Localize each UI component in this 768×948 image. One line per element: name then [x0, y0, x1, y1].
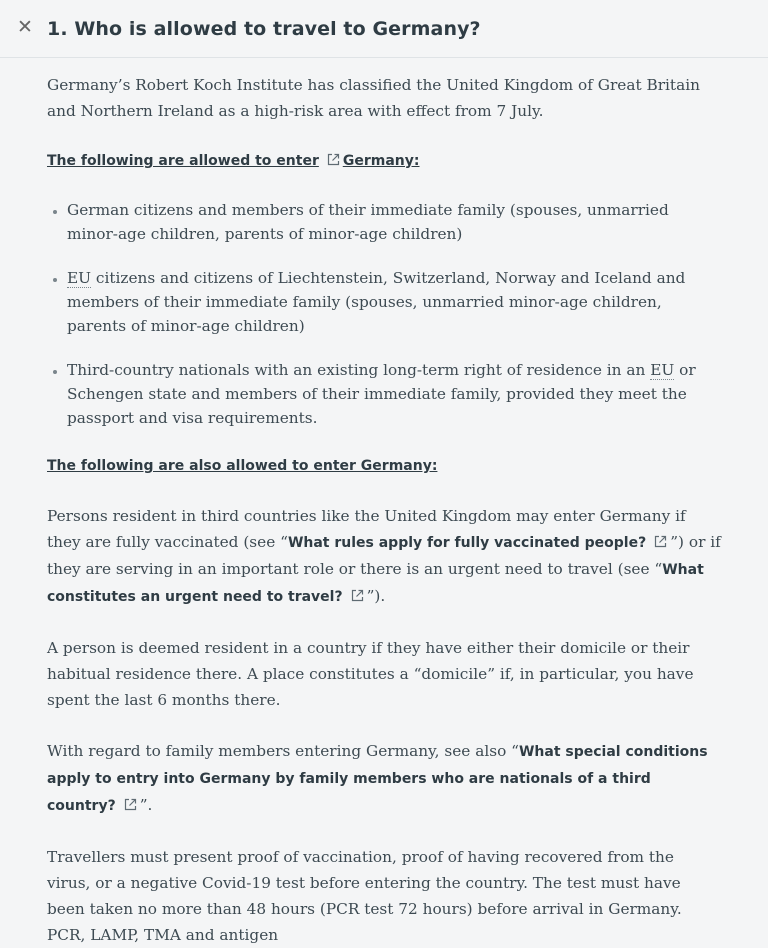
list-item — [67, 198, 722, 246]
also-allowed-heading: The following are also allowed to enter Germany: — [47, 458, 438, 474]
resident-paragraph — [47, 503, 722, 610]
eu-abbreviation[interactable]: EU — [67, 269, 92, 287]
external-link-icon — [351, 589, 364, 602]
germany-link[interactable]: Germany: — [342, 153, 420, 169]
eu-abbreviation[interactable]: EU — [650, 361, 675, 379]
list-item-text: Third-country nationals with an existing long-term right of residence in an — [67, 361, 651, 379]
list-item-text: citizens and citizens of Liechtenstein, Switzerland, Norway and Iceland and members of their immediate family (spouses, unmarried minor-age children, parents of minor-age children) — [67, 269, 686, 335]
allowed-list — [47, 198, 722, 430]
close-icon[interactable]: ✕ — [17, 16, 33, 38]
allowed-heading-text: The following are allowed to enter — [47, 153, 319, 169]
family-paragraph — [47, 738, 722, 819]
paragraph-text: ”). — [366, 587, 386, 605]
paragraph-text: ”) or if they are serving in an important role or there is an urgent need to travel (see “ — [47, 533, 721, 578]
paragraph-text: Persons resident in third countries like the United Kingdom may enter Germany if they are fully vaccinated (see “ — [47, 507, 686, 551]
external-link-icon — [124, 798, 137, 811]
paragraph-text: With regard to family members entering Germany, see also “ — [47, 742, 519, 760]
travellers-paragraph: Travellers must present proof of vaccination, proof of having recovered from the virus, or a negative Covid-19 test before entering the country. The test must have been taken no more than 48 hours (PCR test 72 hours) before arrival in Germany. PCR, LAMP, TMA and antigen — [47, 848, 682, 944]
list-item — [67, 266, 722, 338]
family-members-link[interactable]: What special conditions apply to entry into Germany by family members who are nationals of a third country? — [47, 744, 708, 814]
list-item-text: or Schengen state and members of their immediate family, provided they meet the passport and visa requirements. — [67, 361, 696, 427]
urgent-need-link[interactable]: What constitutes an urgent need to travel? — [47, 562, 704, 605]
list-item — [67, 358, 722, 430]
domicile-paragraph: A person is deemed resident in a country if they have either their domicile or their habitual residence there. A place constitutes a “domicile” if, in particular, you have spent the last 6 months there. — [47, 639, 694, 709]
page-title: 1. Who is allowed to travel to Germany? — [47, 17, 481, 40]
list-item-text: German citizens and members of their immediate family (spouses, unmarried minor-age children, parents of minor-age children) — [67, 201, 669, 243]
external-link-icon — [327, 153, 340, 166]
external-link-icon — [654, 535, 667, 548]
accordion-header[interactable] — [0, 0, 768, 58]
intro-paragraph: Germany’s Robert Koch Institute has classified the United Kingdom of Great Britain and Northern Ireland as a high-risk area with effect from 7 July. — [47, 76, 700, 120]
vaccinated-rules-link[interactable]: What rules apply for fully vaccinated people? — [288, 535, 670, 551]
allowed-heading — [47, 149, 722, 173]
accordion-content — [0, 58, 768, 948]
paragraph-text: ”. — [139, 796, 153, 814]
